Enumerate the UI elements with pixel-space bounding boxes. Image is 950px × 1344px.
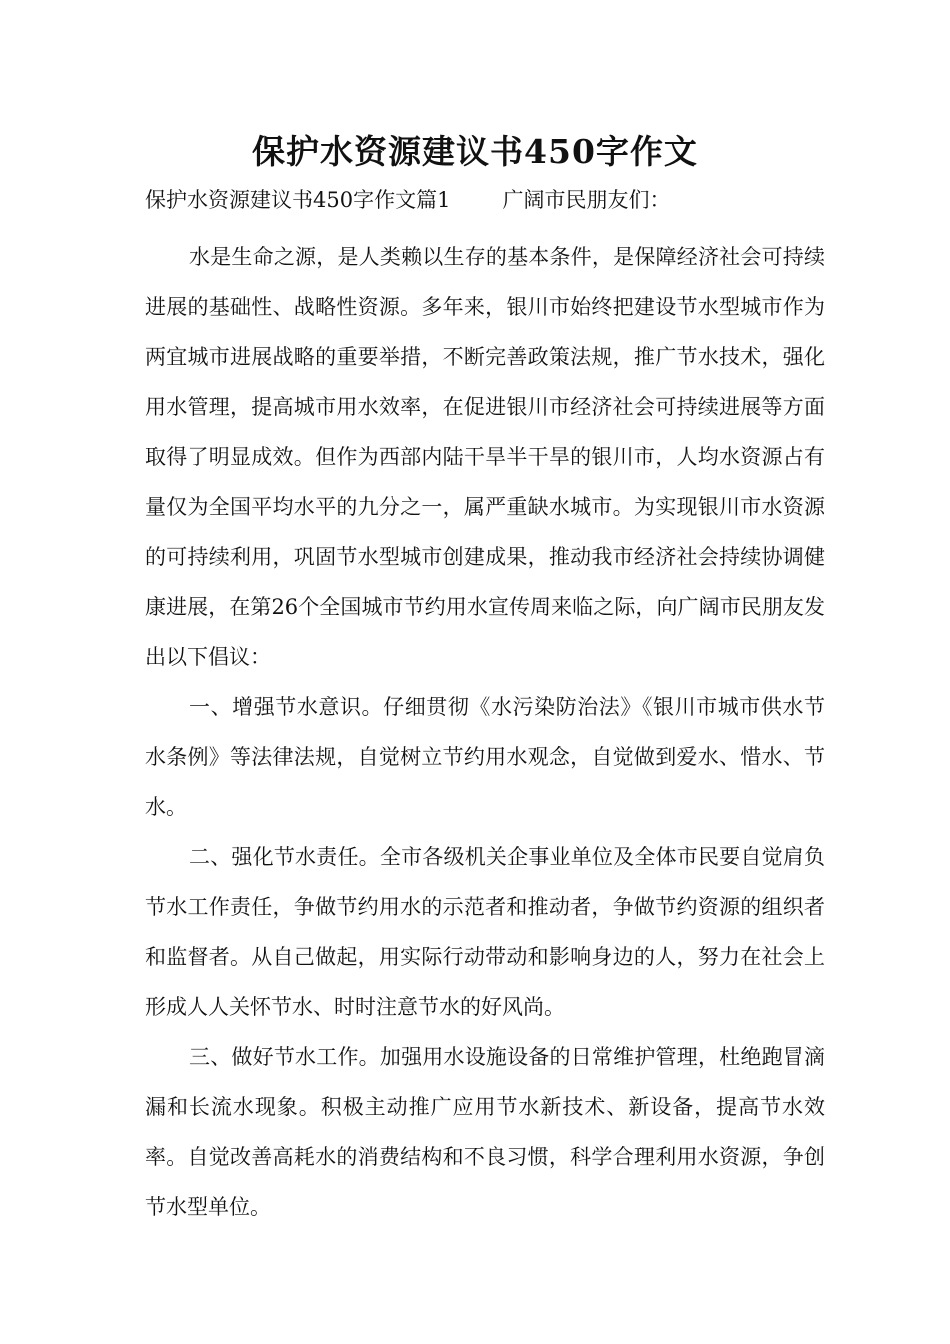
body-paragraph-3: 二、强化节水责任。全市各级机关企事业单位及全体市民要自觉肩负节水工作责任，争做节约用水的示范者和推动者，争做节约资源的组织者和监督者。从自己做起，用实际行动带动和影响身边的人，努力在社会上形成人人关怀节水、时时注意节水的好风尚。 bbox=[145, 845, 825, 1019]
intro-line bbox=[145, 180, 825, 220]
salutation: 广阔市民朋友们： bbox=[502, 188, 671, 212]
document-body bbox=[145, 180, 825, 1232]
document-title: 保护水资源建议书450字作文 bbox=[252, 132, 698, 171]
body-paragraph-1: 水是生命之源，是人类赖以生存的基本条件，是保障经济社会可持续进展的基础性、战略性资源。多年来，银川市始终把建设节水型城市作为两宜城市进展战略的重要举措，不断完善政策法规，推广节水技术，强化用水管理，提高城市用水效率，在促进银川市经济社会可持续进展等方面取得了明显成效。但作为西部内陆干旱半干旱的银川市，人均水资源占有量仅为全国平均水平的九分之一，属严重缺水城市。为实现银川市水资源的可持续利用，巩固节水型城市创建成果，推动我市经济社会持续协调健康进展，在第26个全国城市节约用水宣传周来临之际，向广阔市民朋友发出以下倡议： bbox=[145, 245, 825, 669]
intro-heading: 保护水资源建议书450字作文篇1 bbox=[145, 188, 451, 212]
body-paragraph-4: 三、做好节水工作。加强用水设施设备的日常维护管理，杜绝跑冒滴漏和长流水现象。积极主动推广应用节水新技术、新设备，提高节水效率。自觉改善高耗水的消费结构和不良习惯，科学合理利用水资源，争创节水型单位。 bbox=[145, 1045, 825, 1219]
body-paragraph-2: 一、增强节水意识。仔细贯彻《水污染防治法》《银川市城市供水节水条例》等法律法规，自觉树立节约用水观念，自觉做到爱水、惜水、节水。 bbox=[145, 695, 825, 819]
